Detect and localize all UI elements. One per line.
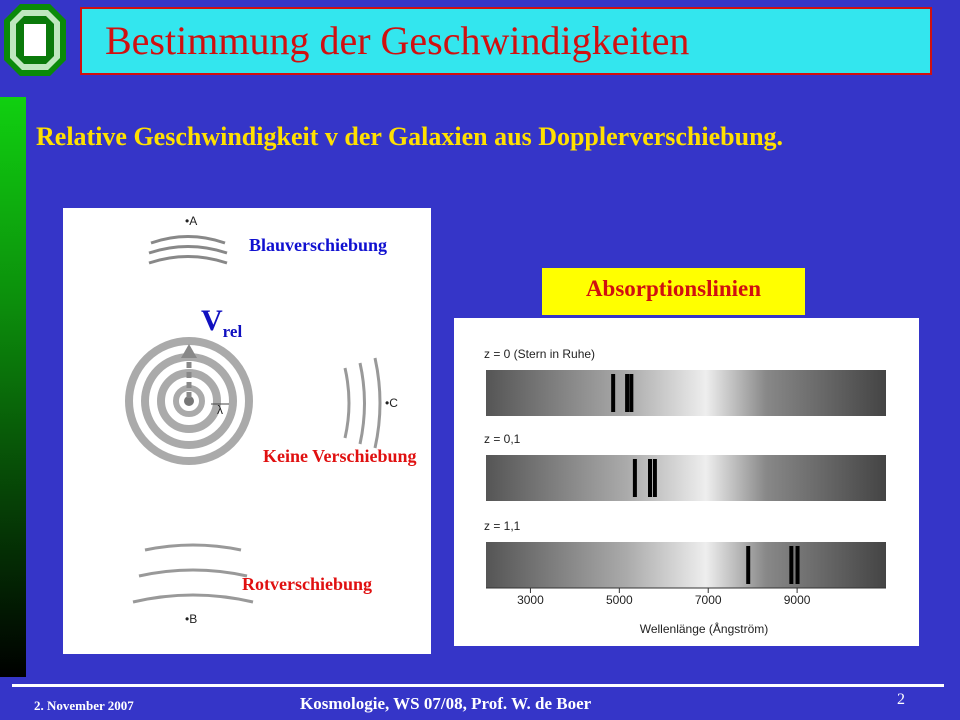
absorption-line bbox=[611, 374, 615, 412]
absorption-line bbox=[648, 459, 652, 497]
lambda-symbol: λ bbox=[217, 403, 223, 417]
redshift-label: Rotverschiebung bbox=[242, 574, 372, 594]
wave-arc bbox=[149, 247, 227, 254]
wave-arc bbox=[149, 257, 227, 264]
page-number: 2 bbox=[897, 691, 905, 708]
spectrum-strip bbox=[486, 370, 886, 416]
point-b-label: •B bbox=[185, 612, 198, 626]
absorption-line bbox=[796, 546, 800, 584]
spectra-figure bbox=[454, 318, 919, 646]
left-accent-bar bbox=[0, 97, 26, 677]
slide-subtitle: Relative Geschwindigkeit v der Galaxien aus Dopplerverschiebung. bbox=[36, 122, 784, 151]
absorption-label: Absorptionslinien bbox=[585, 276, 762, 301]
university-logo-icon bbox=[2, 2, 68, 78]
point-a-label: •A bbox=[185, 214, 198, 228]
absorption-line bbox=[746, 546, 750, 584]
absorption-line bbox=[633, 459, 637, 497]
absorption-line bbox=[625, 374, 629, 412]
spectra-tick-label: 9000 bbox=[783, 593, 811, 607]
absorption-line bbox=[653, 459, 657, 497]
spectrum-row-label: z = 0 (Stern in Ruhe) bbox=[484, 347, 596, 361]
velocity-label: $V_{rel}$ bbox=[201, 304, 243, 341]
spectrum-row-label: z = 1,1 bbox=[484, 519, 521, 533]
no-shift-label: Keine Verschiebung bbox=[263, 446, 417, 466]
spectra-tick-label: 7000 bbox=[694, 593, 722, 607]
spectra-tick-label: 5000 bbox=[605, 593, 633, 607]
slide-title: Bestimmung der Geschwindigkeiten bbox=[105, 18, 690, 63]
footer-course: Kosmologie, WS 07/08, Prof. W. de Boer bbox=[300, 694, 592, 713]
point-c-label: •C bbox=[385, 396, 398, 410]
blueshift-label: Blauverschiebung bbox=[249, 235, 388, 255]
wave-arc bbox=[151, 237, 225, 244]
spectrum-row-label: z = 0,1 bbox=[484, 432, 521, 446]
absorption-line bbox=[789, 546, 793, 584]
velocity-subscript: rel bbox=[222, 322, 243, 341]
spectra-tick-label: 3000 bbox=[517, 593, 544, 607]
spectrum-strip bbox=[486, 542, 886, 588]
footer-divider bbox=[12, 684, 944, 687]
spectra-x-axis-label: Wellenlänge (Ångström) bbox=[639, 622, 769, 636]
absorption-line bbox=[629, 374, 633, 412]
spectrum-strip bbox=[486, 455, 886, 501]
footer-date: 2. November 2007 bbox=[34, 698, 134, 713]
